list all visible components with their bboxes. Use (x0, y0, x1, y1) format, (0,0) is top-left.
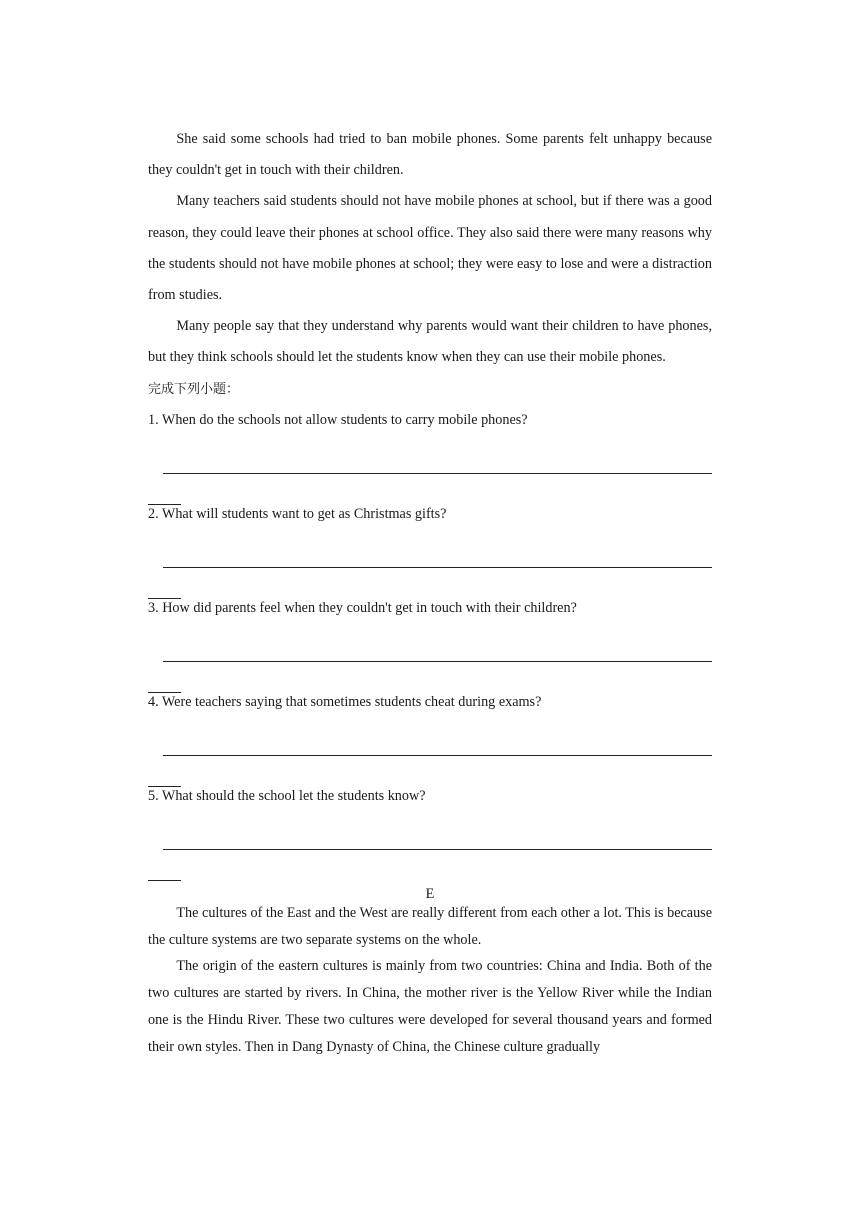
answer-field-1[interactable] (148, 436, 712, 499)
questions-instruction: 完成下列小题： (148, 381, 240, 397)
answer-field-4[interactable] (148, 718, 712, 781)
answer-line (163, 661, 712, 662)
section-heading-e: E (425, 885, 435, 902)
answer-line-end (148, 786, 181, 787)
answer-line-end (148, 880, 181, 881)
document-body (148, 124, 712, 1061)
question-4: 4. Were teachers saying that sometimes students cheat during exams? (148, 693, 542, 710)
answer-line-end (148, 598, 181, 599)
answer-line (163, 755, 712, 756)
answer-line (163, 473, 712, 474)
answer-line (163, 849, 712, 850)
answer-field-3[interactable] (148, 624, 712, 687)
answer-line (163, 567, 712, 568)
passage-d-paragraph-3: Many people say that they understand why parents would want their children to have phones, but they think schools should let the students know when they can use their mobile phones. (148, 318, 712, 366)
passage-d-paragraph-2: Many teachers said students should not have mobile phones at school, but if there was a good reason, they could leave their phones at school office. They also said there were many reasons why the students should not have mobile phones at school; they were easy to lose and were a distraction from studies. (148, 193, 712, 304)
question-1: 1. When do the schools not allow students to carry mobile phones? (148, 411, 528, 428)
answer-field-5[interactable] (148, 812, 712, 875)
question-5: 5. What should the school let the students know? (148, 787, 426, 804)
question-2: 2. What will students want to get as Christmas gifts? (148, 505, 447, 522)
answer-field-2[interactable] (148, 530, 712, 593)
answer-line-end (148, 692, 181, 693)
answer-line-end (148, 504, 181, 505)
question-3: 3. How did parents feel when they couldn't get in touch with their children? (148, 599, 577, 616)
passage-e-paragraph-2: The origin of the eastern cultures is mainly from two countries: China and India. Both of the two cultures are started by rivers. In China, the mother river is the Yellow River while the Indian one is the Hindu River. These two cultures were developed for several thousand years and formed their own styles. Then in Dang Dynasty of China, the Chinese culture gradually (148, 958, 712, 1055)
passage-d-paragraph-1: She said some schools had tried to ban mobile phones. Some parents felt unhappy because they couldn't get in touch with their children. (148, 131, 712, 179)
passage-e-paragraph-1: The cultures of the East and the West are really different from each other a lot. This is because the culture systems are two separate systems on the whole. (148, 904, 712, 948)
